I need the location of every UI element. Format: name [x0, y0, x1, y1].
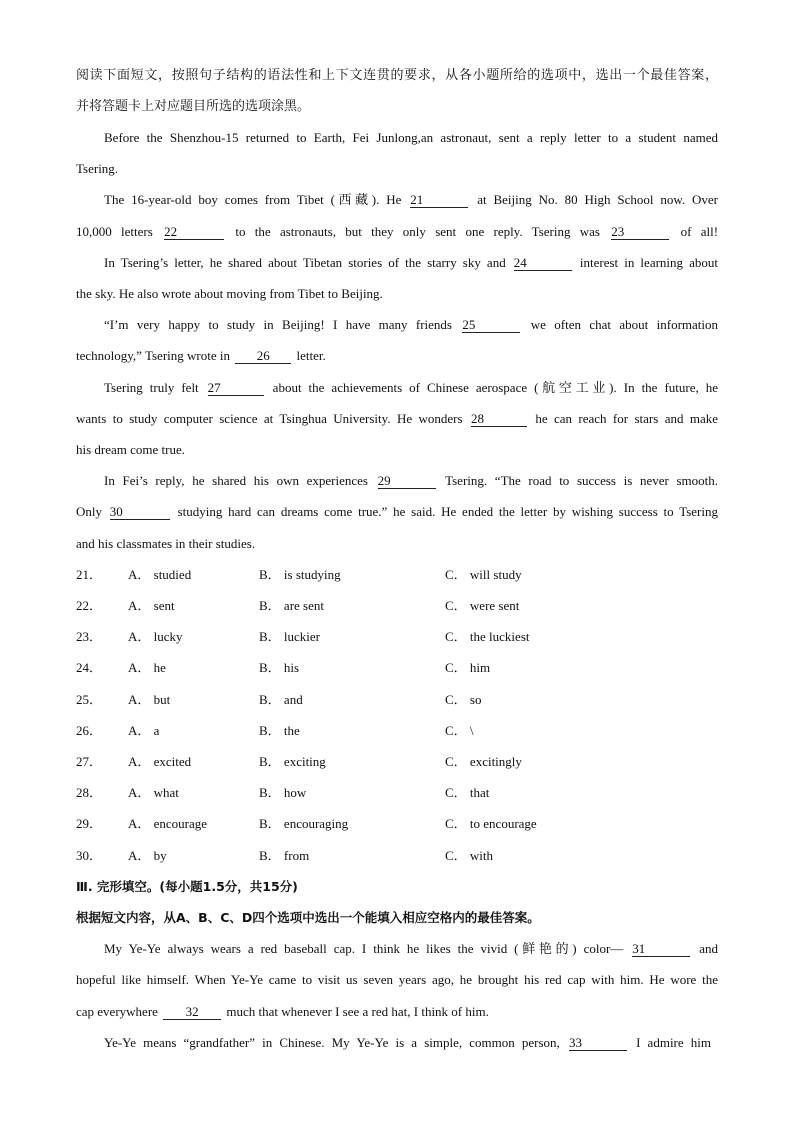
question-number: 21．	[76, 567, 103, 582]
text-segment: and	[699, 941, 719, 956]
blank-27: 27	[208, 380, 264, 396]
passage-p5-line-3: his dream come true.	[76, 442, 186, 457]
option-b: B． from	[259, 848, 310, 863]
section-3-heading: Ⅲ. 完形填空。(每小题1.5分，共15分)	[76, 879, 298, 894]
option-b: B． is studying	[259, 567, 341, 582]
option-row-21	[76, 566, 718, 584]
option-c: C． with	[445, 848, 494, 863]
question-number: 24．	[76, 660, 103, 675]
text-segment: technology,” Tsering wrote in	[76, 348, 230, 363]
blank-29: 29	[378, 473, 436, 489]
passage-p1-line-1: Before the Shenzhou-15 returned to Earth, Fei Junlong,an astronaut, sent a reply letter to a student named	[104, 130, 718, 145]
option-c: C． to encourage	[445, 816, 537, 831]
blank-25: 25	[462, 317, 520, 333]
text-segment: Only	[76, 504, 102, 519]
question-number: 25．	[76, 692, 103, 707]
passage-p5-line-1	[104, 379, 718, 397]
text-segment: we often chat about information	[530, 317, 719, 332]
text-segment: to the astronauts, but they only sent one reply. Tsering was	[235, 224, 600, 239]
text-segment: I admire him	[636, 1035, 712, 1050]
blank-24: 24	[514, 255, 572, 271]
question-number: 22．	[76, 598, 103, 613]
text-segment: Tsering truly felt	[104, 380, 199, 395]
passage-p4-line-2	[76, 347, 718, 365]
text-segment: 10,000 letters	[76, 224, 153, 239]
text-segment: studying hard can dreams come true.” he said. He ended the letter by wishing success to Tsering	[177, 504, 718, 519]
option-a: A． sent	[128, 598, 175, 613]
option-c: C． \	[445, 723, 474, 738]
option-c: C． him	[445, 660, 491, 675]
option-b: B． are sent	[259, 598, 324, 613]
section-3-instruction: 根据短文内容，从A、B、C、D四个选项中选出一个能填入相应空格内的最佳答案。	[76, 910, 540, 925]
option-c: C． the luckiest	[445, 629, 530, 644]
option-b: B． the	[259, 723, 300, 738]
option-a: A． he	[128, 660, 166, 675]
passage-p4-line-1	[104, 316, 718, 334]
text-segment: “I’m very happy to study in Beijing! I have many friends	[104, 317, 452, 332]
text-segment: The 16-year-old boy comes from Tibet (西藏). He	[104, 192, 402, 207]
option-a: A． excited	[128, 754, 192, 769]
passage2-p2-line-1	[104, 1034, 711, 1052]
option-c: C． will study	[445, 567, 522, 582]
passage-p3-line-1	[104, 254, 718, 272]
text-segment: he can reach for stars and make	[535, 411, 719, 426]
blank-31: 31	[632, 941, 690, 957]
text-segment: letter.	[296, 348, 326, 363]
blank-26: 26	[235, 348, 291, 364]
option-row-30	[76, 847, 718, 865]
text-segment: about the achievements of Chinese aerospace (航空工业). In the future, he	[272, 380, 718, 395]
text-segment: In Fei’s reply, he shared his own experiences	[104, 473, 368, 488]
blank-30: 30	[110, 504, 170, 520]
blank-33: 33	[569, 1035, 627, 1051]
question-number: 23．	[76, 629, 103, 644]
text-segment: My Ye-Ye always wears a red baseball cap. I think he likes the vivid (鲜艳的) color—	[104, 941, 624, 956]
passage2-p1-line-2: hopeful like himself. When Ye-Ye came to visit us seven years ago, he brought his red cap with him. He wore the	[76, 972, 718, 987]
blank-22: 22	[164, 224, 224, 240]
option-c: C． that	[445, 785, 490, 800]
text-segment: much that whenever I see a red hat, I think of him.	[226, 1004, 489, 1019]
option-a: A． studied	[128, 567, 192, 582]
option-row-25	[76, 691, 718, 709]
passage-p5-line-2	[76, 410, 718, 428]
option-c: C． were sent	[445, 598, 520, 613]
option-row-29	[76, 815, 718, 833]
passage-p2-line-1	[104, 191, 718, 209]
option-a: A． but	[128, 692, 171, 707]
option-b: B． luckier	[259, 629, 321, 644]
blank-21: 21	[410, 192, 468, 208]
text-segment: wants to study computer science at Tsinghua University. He wonders	[76, 411, 463, 426]
option-a: A． encourage	[128, 816, 208, 831]
option-c: C． so	[445, 692, 482, 707]
instruction-line-2: 并将答题卡上对应题目所选的选项涂黑。	[76, 98, 311, 113]
option-row-28	[76, 784, 718, 802]
question-number: 29．	[76, 816, 103, 831]
option-b: B． encouraging	[259, 816, 349, 831]
blank-32: 32	[163, 1004, 221, 1020]
option-b: B． and	[259, 692, 303, 707]
passage2-p1-line-3	[76, 1003, 718, 1021]
passage-p6-line-1	[104, 472, 718, 490]
option-b: B． exciting	[259, 754, 326, 769]
blank-23: 23	[611, 224, 669, 240]
question-number: 26．	[76, 723, 103, 738]
option-c: C． excitingly	[445, 754, 522, 769]
passage-p3-line-2: the sky. He also wrote about moving from Tibet to Beijing.	[76, 286, 383, 301]
option-row-24	[76, 659, 718, 677]
option-a: A． by	[128, 848, 167, 863]
passage-p1-line-2: Tsering.	[76, 161, 119, 176]
text-segment: cap everywhere	[76, 1004, 158, 1019]
option-a: A． a	[128, 723, 160, 738]
text-segment: In Tsering’s letter, he shared about Tibetan stories of the starry sky and	[104, 255, 506, 270]
blank-28: 28	[471, 411, 527, 427]
text-segment: Tsering. “The road to success is never smooth.	[445, 473, 719, 488]
passage-p6-line-3: and his classmates in their studies.	[76, 536, 256, 551]
option-a: A． what	[128, 785, 179, 800]
text-segment: of all!	[680, 224, 719, 239]
option-row-27	[76, 753, 718, 771]
passage-p2-line-2	[76, 223, 718, 241]
text-segment: at Beijing No. 80 High School now. Over	[477, 192, 719, 207]
option-row-23	[76, 628, 718, 646]
text-segment: interest in learning about	[579, 255, 718, 270]
option-a: A． lucky	[128, 629, 183, 644]
passage2-p1-line-1	[104, 940, 718, 958]
option-b: B． his	[259, 660, 300, 675]
question-number: 30．	[76, 848, 103, 863]
option-row-22	[76, 597, 718, 615]
text-segment: Ye-Ye means “grandfather” in Chinese. My Ye-Ye is a simple, common person,	[104, 1035, 560, 1050]
passage-p6-line-2	[76, 503, 718, 521]
question-number: 27．	[76, 754, 103, 769]
instruction-line-1: 阅读下面短文，按照句子结构的语法性和上下文连贯的要求，从各小题所给的选项中，选出一个最佳答案，	[76, 67, 718, 82]
option-b: B． how	[259, 785, 307, 800]
question-number: 28．	[76, 785, 103, 800]
option-row-26	[76, 722, 718, 740]
